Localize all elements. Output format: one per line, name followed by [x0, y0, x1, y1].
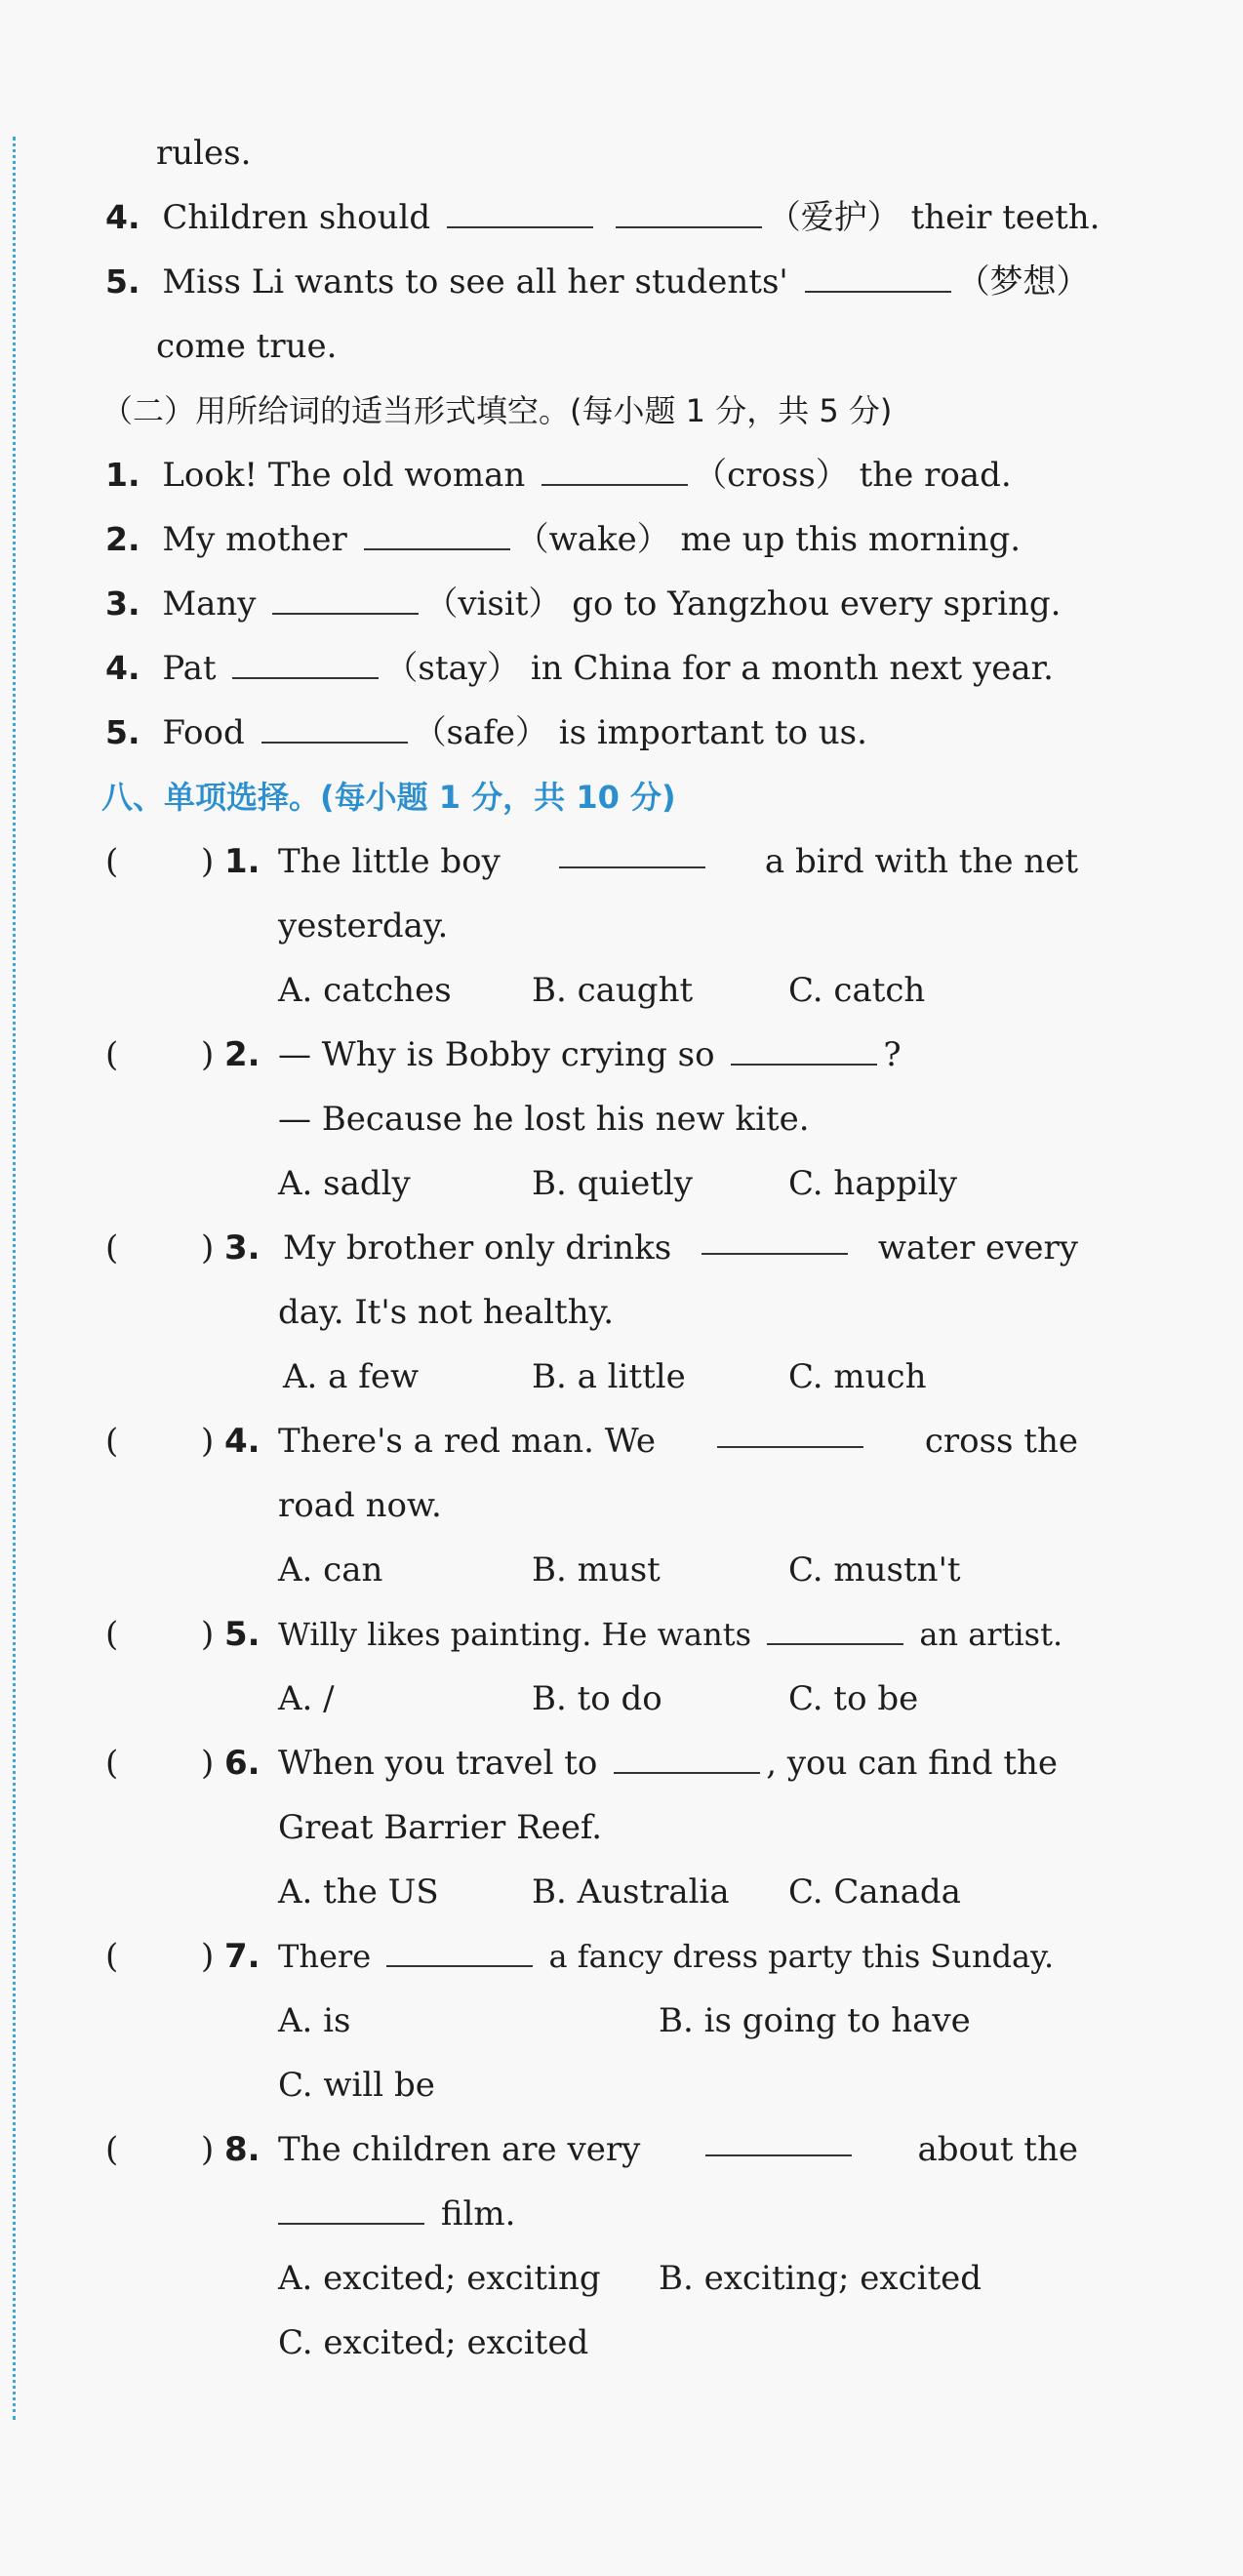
- part2-item-5: [105, 708, 867, 757]
- answer-blank[interactable]: [278, 2194, 424, 2225]
- answer-paren-close: ): [201, 1422, 215, 1461]
- item-number: 5.: [105, 262, 140, 301]
- item-text: （wake） me up this morning.: [515, 520, 1022, 559]
- item-number: 4.: [105, 649, 140, 687]
- part2-heading: （二）用所给词的适当形式填空。(每小题 1 分，共 5 分): [101, 392, 893, 429]
- part2-item-2: [105, 515, 1021, 564]
- option-a[interactable]: A. can: [278, 1550, 383, 1590]
- answer-paren-close: ): [201, 1744, 215, 1783]
- question-text: cross the: [924, 1422, 1078, 1461]
- question-text: There: [278, 1938, 372, 1975]
- question-text: film.: [440, 2194, 516, 2234]
- item-text: Pat: [162, 649, 217, 688]
- option-b[interactable]: B. to do: [532, 1679, 662, 1718]
- part2-item-1: [105, 451, 1012, 500]
- option-c[interactable]: C. catch: [788, 971, 926, 1010]
- question-text: , you can find the: [766, 1744, 1059, 1783]
- answer-paren-close: ): [201, 2130, 215, 2169]
- answer-paren-open: (: [105, 1744, 119, 1783]
- answer-blank[interactable]: [232, 648, 379, 679]
- mc-question-2-cont: — Because he lost his new kite.: [278, 1100, 810, 1139]
- option-b[interactable]: B. caught: [532, 971, 694, 1010]
- option-c[interactable]: C. will be: [278, 2066, 435, 2105]
- fill-item-4: [105, 193, 1101, 242]
- question-text: a bird with the net: [764, 842, 1078, 881]
- item-text: （cross） the road.: [694, 456, 1012, 495]
- answer-paren-open: (: [105, 1035, 119, 1074]
- option-a[interactable]: A. excited; exciting: [278, 2259, 601, 2298]
- option-a[interactable]: A. /: [278, 1679, 335, 1718]
- item-text: My mother: [162, 520, 347, 559]
- question-text: My brother only drinks: [283, 1228, 672, 1268]
- question-number: 6.: [224, 1744, 261, 1783]
- question-text: The children are very: [278, 2130, 641, 2169]
- mc-question-2: [278, 1030, 902, 1079]
- option-a[interactable]: A. catches: [278, 971, 452, 1010]
- item-text: Children should: [162, 198, 431, 237]
- option-b[interactable]: B. is going to have: [659, 2001, 971, 2040]
- answer-blank[interactable]: [614, 1743, 760, 1774]
- item-number: 2.: [105, 520, 140, 558]
- mc-question-6: [278, 1739, 1058, 1788]
- answer-blank[interactable]: [447, 197, 593, 228]
- answer-paren-open: (: [105, 1615, 119, 1654]
- option-c[interactable]: C. Canada: [788, 1872, 961, 1912]
- question-text: water every: [877, 1228, 1078, 1268]
- item-text: Many: [162, 584, 257, 624]
- option-c[interactable]: C. excited; excited: [278, 2323, 589, 2362]
- answer-paren-close: ): [201, 1035, 215, 1074]
- mc-question-3-cont: day. It's not healthy.: [278, 1293, 615, 1332]
- option-a[interactable]: A. the US: [278, 1872, 439, 1912]
- answer-paren-close: ): [201, 842, 215, 881]
- item-number: 1.: [105, 456, 140, 494]
- option-b[interactable]: B. quietly: [532, 1164, 694, 1203]
- mc-question-6-cont: Great Barrier Reef.: [278, 1808, 603, 1847]
- q3-continuation: rules.: [156, 134, 252, 173]
- option-c[interactable]: C. much: [788, 1357, 927, 1396]
- answer-paren-close: ): [201, 1615, 215, 1654]
- mc-question-1-cont: yesterday.: [278, 906, 449, 946]
- question-text: The little boy: [278, 842, 501, 881]
- question-number: 1.: [224, 842, 261, 881]
- part2-item-3: [105, 580, 1061, 628]
- mc-question-3: [283, 1224, 1078, 1272]
- question-number: 7.: [224, 1937, 261, 1976]
- item-number: 5.: [105, 713, 140, 751]
- answer-blank[interactable]: [386, 1936, 533, 1967]
- mc-question-4: [278, 1417, 1078, 1466]
- question-text: There's a red man. We: [278, 1422, 657, 1461]
- answer-blank[interactable]: [272, 584, 419, 615]
- answer-blank[interactable]: [705, 2125, 852, 2156]
- option-a[interactable]: A. sadly: [278, 1164, 411, 1203]
- option-a[interactable]: A. is: [278, 2001, 351, 2040]
- item-text: Look! The old woman: [162, 456, 526, 495]
- item-text: （stay） in China for a month next year.: [384, 649, 1054, 688]
- option-b[interactable]: B. exciting; excited: [659, 2259, 982, 2298]
- question-text: a fancy dress party this Sunday.: [548, 1938, 1055, 1975]
- question-text: Willy likes painting. He wants: [278, 1616, 751, 1653]
- item-text: Food: [162, 713, 245, 752]
- question-number: 8.: [224, 2130, 261, 2169]
- answer-blank[interactable]: [364, 519, 510, 550]
- item-text: （爱护） their teeth.: [767, 198, 1101, 237]
- option-c[interactable]: C. mustn't: [788, 1550, 961, 1590]
- fill-item-5: [105, 258, 1090, 306]
- answer-paren-open: (: [105, 842, 119, 881]
- option-c[interactable]: C. to be: [788, 1679, 919, 1718]
- question-text: an artist.: [919, 1616, 1063, 1653]
- mc-question-8: [278, 2125, 1078, 2174]
- question-text: ?: [883, 1035, 902, 1074]
- answer-paren-open: (: [105, 1422, 119, 1461]
- question-number: 3.: [224, 1228, 261, 1268]
- item-text: （梦想）: [956, 262, 1090, 302]
- mc-question-4-cont: road now.: [278, 1486, 442, 1525]
- answer-blank[interactable]: [541, 455, 688, 486]
- section8-heading: 八、单项选择。(每小题 1 分，共 10 分): [101, 779, 676, 816]
- item-text: Miss Li wants to see all her students': [162, 262, 788, 302]
- part2-item-4: [105, 644, 1054, 693]
- option-c[interactable]: C. happily: [788, 1164, 958, 1203]
- answer-blank[interactable]: [767, 1614, 903, 1645]
- answer-blank[interactable]: [805, 262, 951, 293]
- mc-question-5: [278, 1610, 1063, 1659]
- margin-dotted-line: [13, 137, 16, 2420]
- question-text: When you travel to: [278, 1744, 598, 1783]
- question-number: 5.: [224, 1615, 261, 1654]
- fill-item-5-continuation: come true.: [156, 327, 338, 366]
- answer-paren-close: ): [201, 1228, 215, 1268]
- option-a[interactable]: A. a few: [283, 1357, 420, 1396]
- question-number: 4.: [224, 1422, 261, 1461]
- mc-question-8-cont: [278, 2190, 515, 2238]
- mc-question-7: [278, 1932, 1054, 1981]
- question-text: about the: [917, 2130, 1078, 2169]
- answer-paren-open: (: [105, 2130, 119, 2169]
- item-number: 3.: [105, 584, 140, 623]
- option-b[interactable]: B. must: [532, 1550, 661, 1590]
- answer-paren-open: (: [105, 1228, 119, 1268]
- answer-blank[interactable]: [731, 1034, 877, 1066]
- option-b[interactable]: B. Australia: [532, 1872, 730, 1912]
- item-text: （visit） go to Yangzhou every spring.: [424, 584, 1062, 624]
- item-text: （safe） is important to us.: [413, 713, 867, 752]
- question-number: 2.: [224, 1035, 261, 1074]
- answer-blank[interactable]: [717, 1417, 863, 1448]
- answer-paren-open: (: [105, 1937, 119, 1976]
- answer-blank[interactable]: [616, 197, 762, 228]
- mc-question-1: [278, 837, 1078, 886]
- answer-blank[interactable]: [559, 837, 705, 868]
- item-number: 4.: [105, 198, 140, 236]
- answer-paren-close: ): [201, 1937, 215, 1976]
- answer-blank[interactable]: [261, 712, 408, 744]
- question-text: — Why is Bobby crying so: [278, 1035, 715, 1074]
- answer-blank[interactable]: [702, 1224, 848, 1255]
- option-b[interactable]: B. a little: [532, 1357, 686, 1396]
